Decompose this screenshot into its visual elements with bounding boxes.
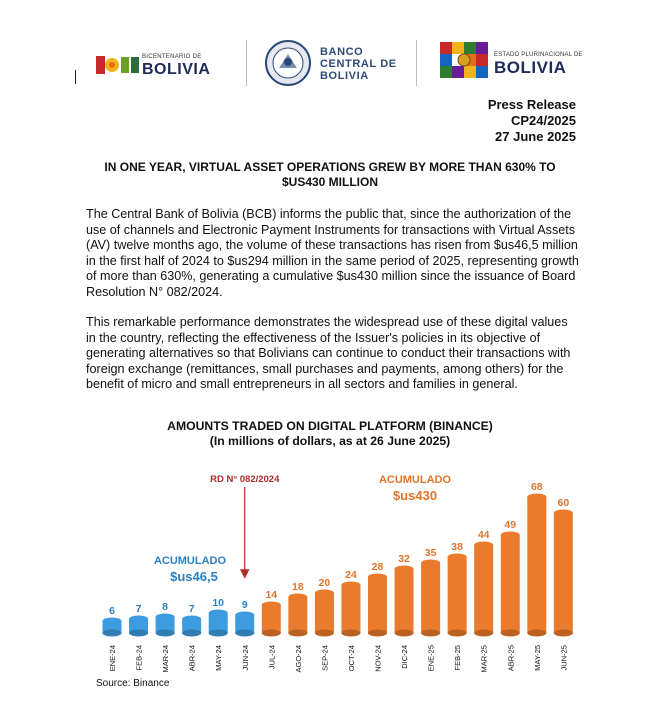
data-label: 68 <box>530 481 543 493</box>
bar-top <box>527 494 546 501</box>
bar <box>368 577 387 633</box>
data-label: 7 <box>188 603 195 615</box>
bar-base <box>527 630 546 637</box>
data-label: 49 <box>504 519 517 531</box>
tick-label: MAR-24 <box>161 645 171 673</box>
tick-label: JUL-24 <box>267 645 277 670</box>
header-divider <box>246 40 247 86</box>
bar <box>262 605 281 633</box>
bar <box>554 513 573 633</box>
bicentenario-small-text: BICENTENARIO DE <box>142 54 202 60</box>
bcb-line1: BANCO <box>320 46 364 58</box>
bar-top <box>156 614 175 621</box>
data-label: 20 <box>318 577 331 589</box>
data-label: 9 <box>241 599 248 611</box>
before-cumulative-label: ACUMULADO <box>153 555 227 567</box>
bar-top <box>474 542 493 549</box>
data-label: 32 <box>398 553 410 565</box>
bar <box>395 569 414 633</box>
header-divider <box>416 40 417 86</box>
tick-label: SEP-24 <box>320 645 330 671</box>
bcb-line2: CENTRAL DE <box>320 58 397 70</box>
bar <box>421 563 440 633</box>
data-label: 18 <box>292 581 304 593</box>
bar-base <box>156 630 175 637</box>
bar-top <box>129 616 148 623</box>
bar-top <box>315 590 334 597</box>
body-paragraph-2: This remarkable performance demonstrates the widespread use of these digital values in the country, reflecting the effectiveness of the Issuer's policies in its objective of generating alternatives so that Bolivians can continue to conduct their transactions with foreign exchange (remittances, small purchases and payments, among others) for the benefit of micro and small entrepreneurs in all sectors and families in general. <box>86 315 571 392</box>
bar-base <box>554 630 573 637</box>
bar-top <box>421 560 440 567</box>
headline-line2: $US430 MILLION <box>281 175 379 189</box>
tick-label: AGO-24 <box>293 645 303 673</box>
headline <box>80 160 580 190</box>
bar-top <box>501 532 520 539</box>
data-label: 24 <box>345 569 357 581</box>
bar-top <box>235 612 254 619</box>
bar-base <box>395 630 414 637</box>
bar-base <box>315 630 334 637</box>
bar-top <box>368 574 387 581</box>
tick-label: ENE-24 <box>108 645 117 672</box>
data-label: 7 <box>135 603 142 615</box>
bar-base <box>209 630 228 637</box>
bar-base <box>448 630 467 637</box>
bar <box>288 597 307 633</box>
data-label: 38 <box>451 541 463 553</box>
data-label: 10 <box>212 597 225 609</box>
data-label: 60 <box>557 497 570 509</box>
tick-label: ABR-25 <box>506 645 516 672</box>
bar-top <box>448 554 467 561</box>
estado-small-text: ESTADO PLURINACIONAL DE <box>494 52 583 58</box>
bcb-seal-icon <box>265 40 311 86</box>
headline-line1: IN ONE YEAR, VIRTUAL ASSET OPERATIONS GREW BY MORE THAN 630% TO <box>104 160 556 174</box>
tick-label: NOV-24 <box>373 645 383 672</box>
bar-chart <box>0 460 660 678</box>
tick-label: OCT-24 <box>346 645 356 672</box>
bcb-name <box>320 46 397 82</box>
tick-label: MAY-25 <box>532 645 542 671</box>
bicentenario-logo <box>96 52 231 82</box>
data-label: 44 <box>477 529 490 541</box>
bar-top <box>341 582 360 589</box>
data-label: 6 <box>109 605 115 617</box>
chart-title-line1: AMOUNTS TRADED ON DIGITAL PLATFORM (BINANCE) <box>167 419 493 433</box>
bar-base <box>474 630 493 637</box>
bar-base <box>501 630 520 637</box>
tick-label: JUN-24 <box>240 645 250 671</box>
bar <box>341 585 360 633</box>
bar <box>474 545 493 633</box>
data-label: 35 <box>424 547 437 559</box>
bcb-line3: BOLIVIA <box>320 70 369 82</box>
bar-base <box>182 630 201 637</box>
chart-title-line2: (In millions of dollars, as at 26 June 2025) <box>209 434 451 448</box>
tick-label: ABR-24 <box>187 645 197 672</box>
data-label: 14 <box>265 589 278 601</box>
before-cumulative-value: $us46,5 <box>170 569 218 584</box>
estado-plurinacional-emblem-icon <box>440 42 488 84</box>
press-code: CP24/2025 <box>510 113 576 128</box>
tick-label: MAY-24 <box>214 645 224 671</box>
tick-label: FEB-24 <box>134 645 144 671</box>
bar <box>501 535 520 633</box>
press-release-block <box>488 97 576 145</box>
after-cumulative-value: $us430 <box>392 488 438 503</box>
bar-top <box>554 510 573 517</box>
tick-label: DIC-24 <box>400 645 410 669</box>
marker-label: RD N° 082/2024 <box>210 474 280 485</box>
press-date: 27 June 2025 <box>495 129 576 144</box>
bar-base <box>262 630 281 637</box>
tick-label: FEB-25 <box>453 645 463 671</box>
tick-label: ENE-25 <box>426 645 436 672</box>
bar <box>527 497 546 633</box>
bar-top <box>262 602 281 609</box>
bar-top <box>209 610 228 617</box>
text-cursor <box>75 70 76 84</box>
tick-label: MAR-25 <box>479 645 489 673</box>
bar-base <box>421 630 440 637</box>
bar-base <box>368 630 387 637</box>
bar <box>448 557 467 633</box>
bar-base <box>103 630 122 637</box>
after-cumulative-label: ACUMULADO <box>378 474 452 486</box>
bar-base <box>288 630 307 637</box>
bar-base <box>235 630 254 637</box>
bar-top <box>395 566 414 573</box>
data-label: 8 <box>162 601 169 613</box>
bar-top <box>182 616 201 623</box>
source-note: Source: Binance <box>96 678 170 689</box>
tick-label: JUN-25 <box>559 645 569 671</box>
estado-big-text: BOLIVIA <box>494 58 567 77</box>
press-label: Press Release <box>487 97 576 112</box>
bicentenario-big-text: BOLIVIA <box>142 61 211 78</box>
data-label: 28 <box>371 561 384 573</box>
chart-title <box>80 419 580 449</box>
bar-base <box>341 630 360 637</box>
bar-top <box>288 594 307 601</box>
body-paragraph-1: The Central Bank of Bolivia (BCB) informs the public that, since the authorization of the use of channels and Electronic Payment Instruments for transactions with Virtual Assets (AV) twelve months ago, the volume of these transactions has risen from $us46,5 million in the first half of 2024 to $us294 million in the same period of 2025, representing growth of more than 630%, generating a cumulative $us430 million since the issuance of Board Resolution N° 082/2024. <box>86 207 579 299</box>
bar-base <box>129 630 148 637</box>
bar-top <box>103 618 122 625</box>
bar <box>315 593 334 633</box>
bicentenario-emblem-icon <box>96 54 140 76</box>
